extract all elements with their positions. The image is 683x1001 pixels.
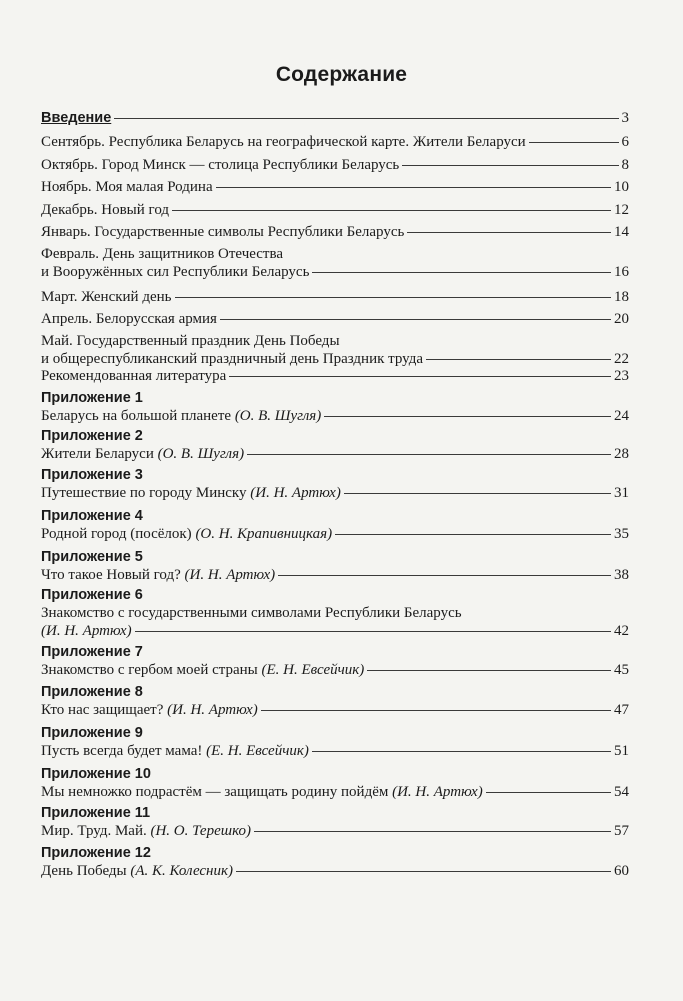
entry-text: Введение — [41, 110, 112, 126]
appendix-title: Путешествие по городу Минску (И. Н. Артюх) — [41, 485, 341, 501]
appendix-author: (Е. Н. Евсейчик) — [206, 743, 309, 759]
dot-leader — [216, 187, 611, 188]
entry-text: Декабрь. Новый год — [41, 202, 170, 218]
appendix-title: Что такое Новый год? (И. Н. Артюх) — [41, 567, 276, 583]
toc-appendix-10[interactable] — [41, 765, 629, 801]
page-number: 24 — [614, 408, 629, 424]
page-number: 45 — [614, 662, 629, 678]
dot-leader — [278, 575, 611, 576]
toc-appendix-2[interactable] — [41, 427, 629, 463]
appendix-title: Мир. Труд. Май. (Н. О. Терешко) — [41, 823, 252, 839]
dot-leader — [367, 670, 611, 671]
dot-leader — [312, 751, 611, 752]
page-number: 51 — [614, 743, 629, 759]
dot-leader — [344, 493, 611, 494]
page-number: 3 — [621, 110, 629, 126]
appendix-author: (Е. Н. Евсейчик) — [261, 662, 365, 678]
appendix-title-line1: Знакомство с государственными символами Республики Беларусь — [41, 605, 462, 621]
dot-leader — [529, 142, 619, 143]
dot-leader — [175, 297, 612, 298]
appendix-author: (И. Н. Артюх) — [250, 485, 341, 501]
toc-appendix-12[interactable] — [41, 844, 629, 880]
dot-leader — [486, 792, 611, 793]
toc-appendix-7[interactable] — [41, 643, 629, 679]
appendix-label: Приложение 2 — [41, 428, 143, 444]
entry-text: Апрель. Белорусская армия — [41, 311, 217, 327]
appendix-label: Приложение 8 — [41, 684, 143, 700]
page-number: 12 — [614, 202, 629, 218]
toc-entry-literature[interactable] — [41, 367, 629, 385]
toc-entry-september[interactable] — [41, 133, 629, 151]
appendix-label: Приложение 5 — [41, 549, 143, 565]
toc-entry-may[interactable] — [41, 332, 629, 368]
dot-leader — [229, 376, 611, 377]
appendix-author: (И. Н. Артюх) — [392, 784, 483, 800]
page-number: 60 — [614, 863, 629, 879]
dot-leader — [261, 710, 611, 711]
page-number: 47 — [614, 702, 629, 718]
page-number: 28 — [614, 446, 629, 462]
entry-text: и Вооружённых сил Республики Беларусь — [41, 264, 310, 280]
appendix-author: (И. Н. Артюх) — [41, 623, 132, 639]
page-number: 10 — [614, 179, 629, 195]
entry-text: Рекомендованная литература — [41, 368, 227, 384]
dot-leader — [236, 871, 611, 872]
appendix-author: (И. Н. Артюх) — [184, 567, 276, 583]
page-number: 35 — [614, 526, 629, 542]
appendix-title: День Победы (А. К. Колесник) — [41, 863, 234, 879]
appendix-title: Мы немножко подрастём — защищать родину пойдём (И. Н. Артюх) — [41, 784, 483, 800]
entry-text-line1: Февраль. День защитников Отечества — [41, 246, 284, 262]
toc-entry-november[interactable] — [41, 178, 629, 196]
appendix-author: (И. Н. Артюх) — [167, 702, 258, 718]
entry-text: Январь. Государственные символы Республики Беларусь — [41, 224, 405, 240]
appendix-label: Приложение 10 — [41, 766, 151, 782]
appendix-label: Приложение 6 — [41, 587, 143, 603]
page-number: 22 — [614, 351, 629, 367]
toc-appendix-8[interactable] — [41, 683, 629, 719]
toc-appendix-9[interactable] — [41, 724, 629, 760]
page-number: 42 — [614, 623, 629, 639]
dot-leader — [426, 359, 611, 360]
appendix-author: (Н. О. Терешко) — [150, 823, 252, 839]
page-number: 18 — [614, 289, 629, 305]
dot-leader — [220, 319, 611, 320]
dot-leader — [247, 454, 611, 455]
appendix-title: Знакомство с гербом моей страны (Е. Н. Евсейчик) — [41, 662, 365, 678]
appendix-label: Приложение 12 — [41, 845, 151, 861]
page-number: 20 — [614, 311, 629, 327]
dot-leader — [312, 272, 611, 273]
toc-entry-december[interactable] — [41, 201, 629, 219]
dot-leader — [407, 232, 611, 233]
appendix-label: Приложение 3 — [41, 467, 143, 483]
toc-entry-january[interactable] — [41, 223, 629, 241]
appendix-label: Приложение 4 — [41, 508, 143, 524]
appendix-author: (О. Н. Крапивницкая) — [195, 526, 333, 542]
toc-appendix-11[interactable] — [41, 804, 629, 840]
appendix-title: Беларусь на большой планете (О. В. Шугля) — [41, 408, 322, 424]
page-number: 16 — [614, 264, 629, 280]
page-number: 54 — [614, 784, 629, 800]
page-title: Содержание — [275, 63, 408, 86]
dot-leader — [402, 165, 618, 166]
entry-text: Октябрь. Город Минск — столица Республики Беларусь — [41, 157, 400, 173]
dot-leader — [172, 210, 611, 211]
toc-entry-october[interactable] — [41, 156, 629, 174]
appendix-author: (О. В. Шугля) — [234, 408, 322, 424]
appendix-title: Родной город (посёлок) (О. Н. Крапивницкая) — [41, 526, 333, 542]
page-number: 14 — [614, 224, 629, 240]
toc-appendix-1[interactable] — [41, 389, 629, 425]
toc-entry-april[interactable] — [41, 310, 629, 328]
dot-leader — [335, 534, 611, 535]
appendix-author: (О. В. Шугля) — [157, 446, 245, 462]
page-number: 31 — [614, 485, 629, 501]
toc-entry-introduction[interactable] — [41, 109, 629, 127]
appendix-title: Жители Беларуси (О. В. Шугля) — [41, 446, 245, 462]
toc-appendix-6[interactable] — [41, 586, 629, 640]
appendix-label: Приложение 11 — [41, 805, 151, 821]
page-number: 23 — [614, 368, 629, 384]
appendix-label: Приложение 1 — [41, 390, 143, 406]
appendix-label: Приложение 9 — [41, 725, 143, 741]
dot-leader — [324, 416, 611, 417]
toc-entry-march[interactable] — [41, 288, 629, 306]
toc-appendix-5[interactable] — [41, 548, 629, 584]
appendix-title: Пусть всегда будет мама! (Е. Н. Евсейчик) — [41, 743, 309, 759]
appendix-title: Кто нас защищает? (И. Н. Артюх) — [41, 702, 258, 718]
appendix-author: (А. К. Колесник) — [130, 863, 234, 879]
entry-text: Сентябрь. Республика Беларусь на географической карте. Жители Беларуси — [41, 134, 526, 150]
entry-text: и общереспубликанский праздничный день Праздник труда — [41, 351, 424, 367]
page-number: 57 — [614, 823, 629, 839]
dot-leader — [135, 631, 611, 632]
entry-text-line1: Май. Государственный праздник День Победы — [41, 333, 340, 349]
entry-text: Ноябрь. Моя малая Родина — [41, 179, 213, 195]
appendix-label: Приложение 7 — [41, 644, 143, 660]
entry-text: Март. Женский день — [41, 289, 172, 305]
toc-appendix-3[interactable] — [41, 466, 629, 502]
toc-appendix-4[interactable] — [41, 507, 629, 543]
page-number: 8 — [621, 157, 629, 173]
dot-leader — [254, 831, 611, 832]
page-number: 6 — [621, 134, 629, 150]
dot-leader — [114, 118, 618, 119]
page-number: 38 — [614, 567, 629, 583]
toc-entry-february[interactable] — [41, 245, 629, 281]
